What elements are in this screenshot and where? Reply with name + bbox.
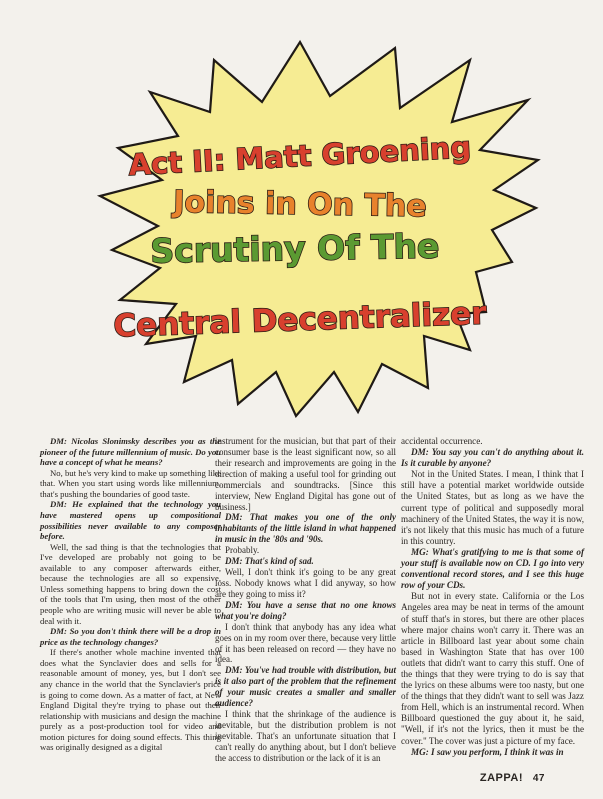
text-column-1 bbox=[40, 436, 221, 753]
title-line-2: Joins in On The bbox=[173, 184, 427, 225]
interview-question: DM: That's kind of sad. bbox=[225, 556, 314, 567]
interview-question: DM: You have a sense that no one knows what you're doing? bbox=[215, 599, 396, 621]
text-column-2 bbox=[215, 436, 396, 764]
title-line-3: Scrutiny Of The bbox=[150, 226, 440, 271]
interview-answer: Probably. bbox=[225, 545, 260, 556]
interview-question: DM: So you don't think there will be a drop in price as the technology changes? bbox=[40, 626, 221, 647]
text-column-3 bbox=[401, 436, 584, 758]
interview-question: DM: He explained that the technology you have mastered opens up compositional possibilities never available to any composer before. bbox=[40, 499, 221, 542]
interview-question: DM: That makes you one of the only inhabitants of the little island in what happened in music in the '80s and '90s. bbox=[215, 512, 396, 545]
interview-answer: accidental occurrence. bbox=[401, 436, 483, 446]
title-line-1: Act II: Matt Groening bbox=[127, 130, 472, 182]
interview-answer: If there's another whole machine invented that does what the Synclavier does and sells for a reasonable amount of money, yes, but I don't see any chance in the world that the Synclavier's price is going to come down. As a matter of fact, at New England Digital they're trying to phase out their relationship with musicians and design the machine purely as a post-production tool for video and motion pictures for doing sound effects. This thing was originally designed as a digital bbox=[40, 647, 221, 753]
interview-question: MG: I saw you perform, I think it was in bbox=[411, 746, 564, 757]
interview-question: DM: You've had trouble with distribution, but is it also part of the problem that the refinement of your music creates a smaller and smaller audience? bbox=[215, 665, 396, 709]
interview-question: DM: You say you can't do anything about it. Is it curable by anyone? bbox=[401, 447, 584, 469]
interview-question: MG: What's gratifying to me is that some of your stuff is available now on CD. I go into very conventional record stores, and I see this huge row of your CDs. bbox=[401, 546, 584, 591]
interview-answer: Well, I don't think it's going to be any great loss. Nobody knows what I did anyway, so how are they going to miss it? bbox=[215, 567, 396, 599]
interview-answer: I don't think that anybody has any idea what goes on in my room over there, because very little of it has been released on record — they have no idea. bbox=[215, 621, 396, 665]
page-number: 47 bbox=[532, 773, 545, 784]
page-footer bbox=[480, 772, 545, 784]
interview-answer: instrument for the musician, but that part of their consumer base is the least significant now, so all their research and improvements are going in the direction of making a useful tool for grinding out commercials and soundtracks. [Since this interview, New England Digital has gone out of business.] bbox=[215, 436, 396, 512]
title-line-4: Central Decentralizer bbox=[112, 295, 488, 345]
interview-answer: Well, the sad thing is that the technologies that I've developed are probably not going to be available to any composer afterwards either, because the technologies are all so expensive. Unless something happens to bring down the cost of the tools that I'm using, then most of the other people who are writing music will never be able to deal with it. bbox=[40, 541, 221, 626]
title-text-group bbox=[113, 130, 488, 344]
magazine-name: ZAPPA! bbox=[479, 772, 524, 784]
interview-answer: I think that the shrinkage of the audience is inevitable, but the distribution problem is not inevitable. That's an unfortunate situation that I can't really do anything about, but I don't believe the access to distribution or the lack of it is an bbox=[215, 709, 396, 763]
interview-answer: But not in every state. California or the Los Angeles area may be neat in terms of the amount of stuff that's in stores, but there are other places where major chains won't carry it. There was an article in Billboard last year about some chain based in Washington State that has over 100 outlets that didn't want to carry this stuff. One of the things that they were trying to do is say that the lyrics on these albums were too nasty, but one of the things that they didn't want to sell was Jazz from Hell, which is an instrumental record. When Billboard questioned the guy about it, he said, "Well, if it's not the lyrics, then it must be the cover." The cover was just a picture of my face. bbox=[401, 591, 584, 746]
interview-question: DM: Nicolas Slonimsky describes you as the pioneer of the future millennium of music. Do you have a concept of what he means? bbox=[40, 436, 221, 468]
interview-answer: Not in the United States. I mean, I think that I still have a potential market worldwide outside the United States, but as long as we have the current type of political and supposedly moral machinery of the United States, the way it is now, it's not likely that this music has much of a future in this country. bbox=[401, 469, 584, 546]
interview-answer: No, but he's very kind to make up something like that. When you start using words like millennium, that's pushing the boundaries of good taste. bbox=[40, 467, 221, 499]
